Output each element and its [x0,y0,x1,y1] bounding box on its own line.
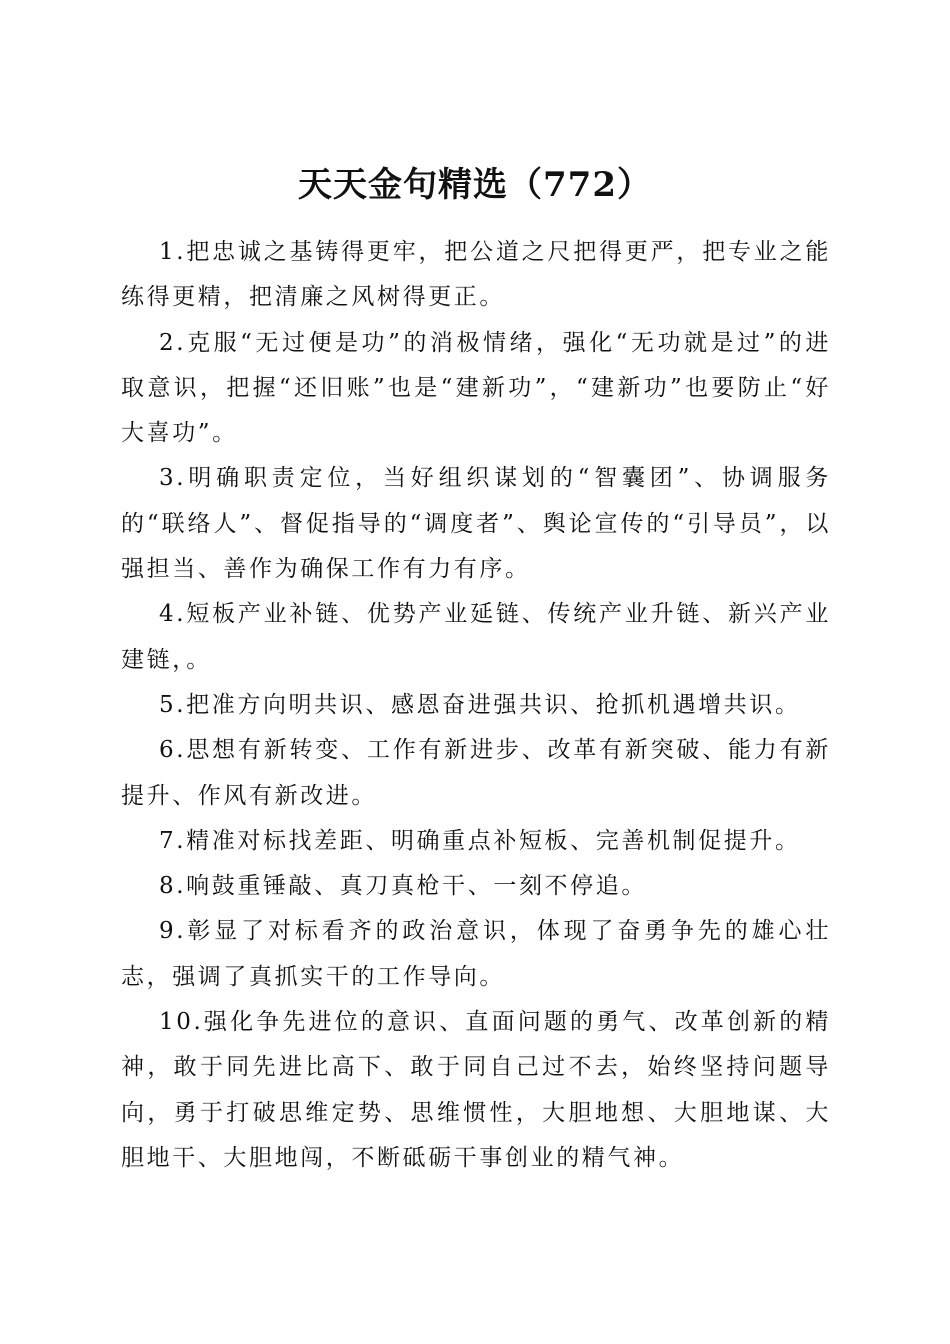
quote-paragraph-10: 10.强化争先进位的意识、直面问题的勇气、改革创新的精神，敢于同先进比高下、敢于同自己过不去，始终坚持问题导向，勇于打破思维定势、思维惯性，大胆地想、大胆地谋、大胆地干、大胆地闯，不断砥砺干事创业的精气神。 [121,1009,831,1171]
quote-paragraph-7: 7.精准对标找差距、明确重点补短板、完善机制促提升。 [159,827,801,854]
quote-paragraph-8: 8.响鼓重锤敲、真刀真枪干、一刻不停追。 [159,873,647,900]
quote-paragraph-6: 6.思想有新转变、工作有新进步、改革有新突破、能力有新提升、作风有新改进。 [121,737,831,809]
document-title: 天天金句精选（772） [298,164,652,205]
quote-paragraph-3: 3.明确职责定位，当好组织谋划的“智囊团”、协调服务的“联络人”、督促指导的“调度者”、舆论宣传的“引导员”，以强担当、善作为确保工作有力有序。 [121,465,831,583]
quote-paragraph-9: 9.彰显了对标看齐的政治意识，体现了奋勇争先的雄心壮志，强调了真抓实干的工作导向。 [121,918,831,990]
quote-paragraph-4: 4.短板产业补链、优势产业延链、传统产业升链、新兴产业建链，。 [121,601,831,673]
quote-paragraph-5: 5.把准方向明共识、感恩奋进强共识、抢抓机遇增共识。 [159,691,801,718]
quote-paragraph-2: 2.克服“无过便是功”的消极情绪，强化“无功就是过”的进取意识，把握“还旧账”也是“建新功”，“建新功”也要防止“好大喜功”。 [121,329,831,447]
document-body [121,230,831,1181]
quote-paragraph-1: 1.把忠诚之基铸得更牢，把公道之尺把得更严，把专业之能练得更精，把清廉之风树得更正。 [121,239,831,311]
